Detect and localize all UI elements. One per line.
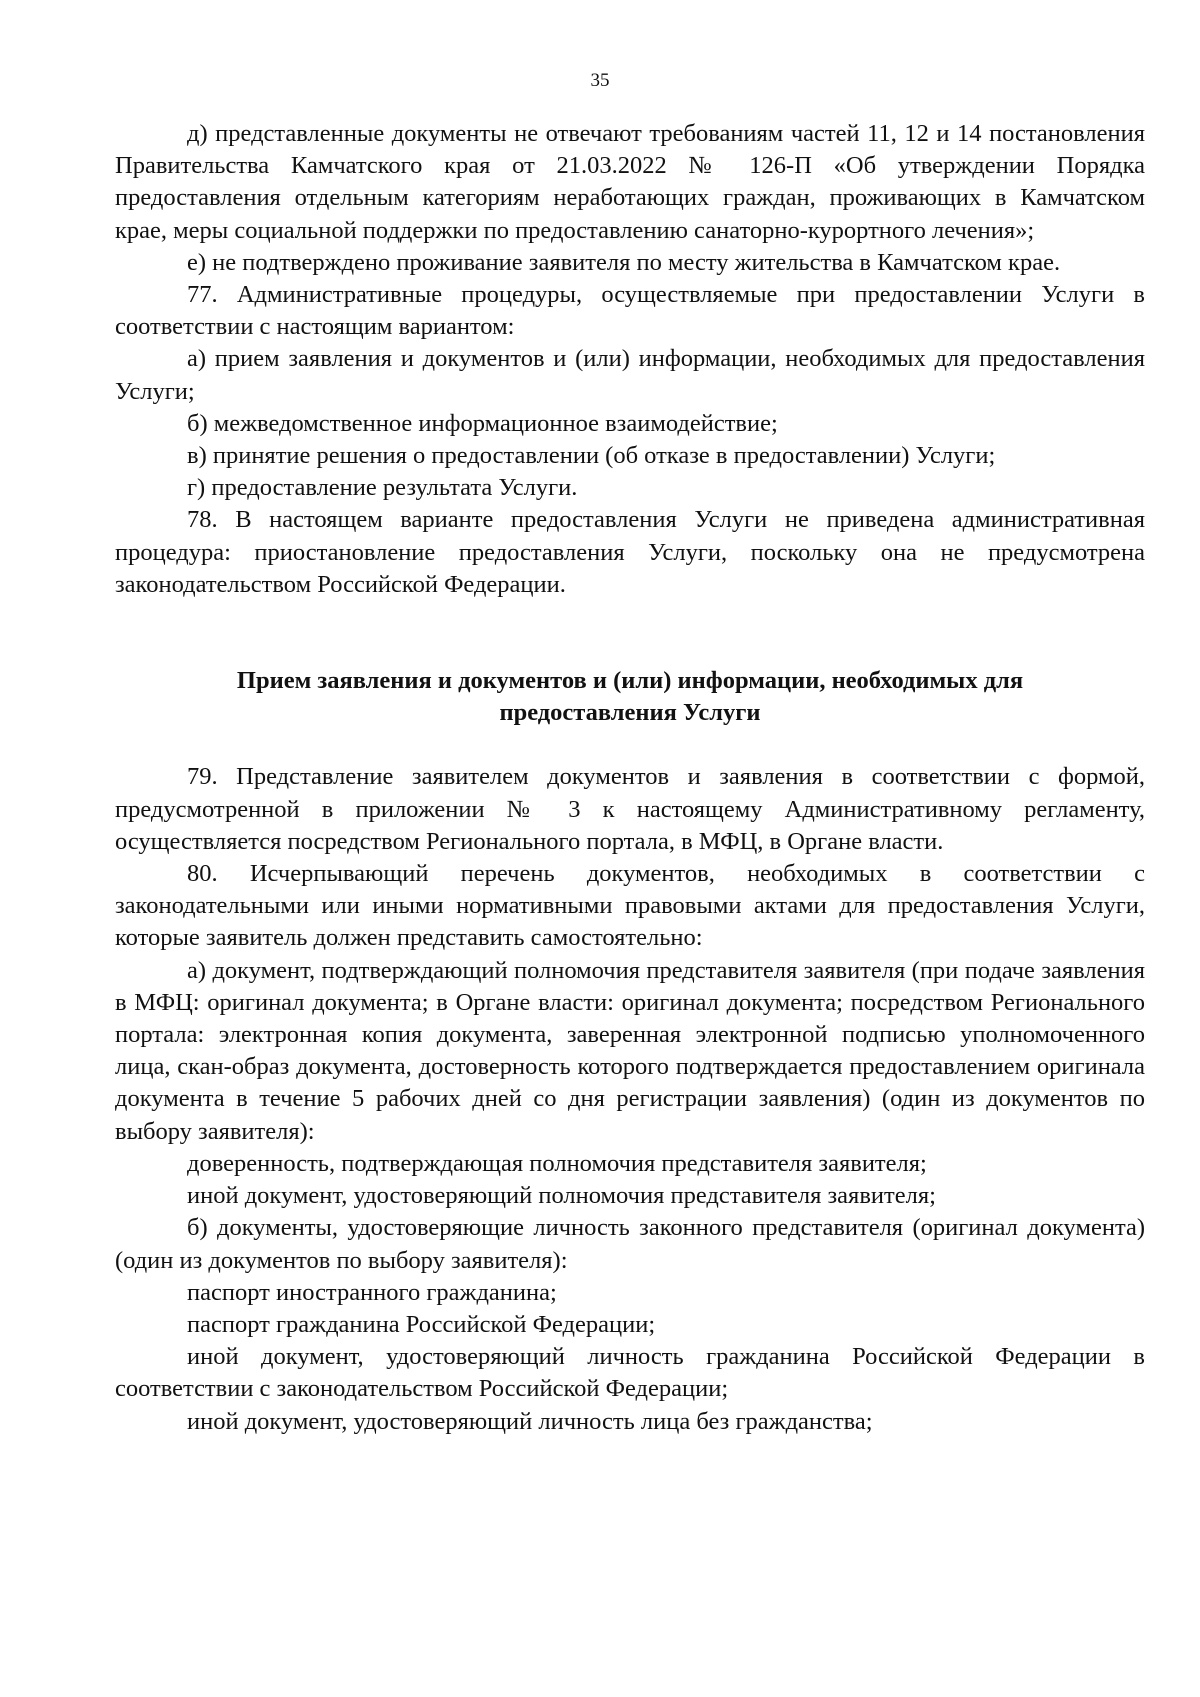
paragraph-78: 78. В настоящем варианте предоставления Услуги не приведена административная процедура: приостановление предоставления Услуги, поскольку она не предусмотрена законодательством Российской Федерации. bbox=[115, 506, 1145, 598]
paragraph-80-b: б) документы, удостоверяющие личность законного представителя (оригинал документа) (один из документов по выбору заявителя): bbox=[115, 1214, 1145, 1274]
list-item-foreign-passport: паспорт иностранного гражданина; bbox=[187, 1278, 557, 1306]
paragraph-77-a: а) прием заявления и документов и (или) информации, необходимых для предоставления Услуги; bbox=[115, 345, 1145, 405]
paragraph-77-v: в) принятие решения о предоставлении (об отказе в предоставлении) Услуги; bbox=[187, 442, 996, 470]
page-number: 35 bbox=[590, 70, 610, 91]
heading-spacer bbox=[115, 729, 1145, 761]
list-item-russian-passport: паспорт гражданина Российской Федерации; bbox=[187, 1310, 656, 1338]
list-item-stateless-id: иной документ, удостоверяющий личность лица без гражданства; bbox=[187, 1407, 873, 1435]
paragraph-79: 79. Представление заявителем документов и заявления в соответствии с формой, предусмотренной в приложении № 3 к настоящему Административному регламенту, осуществляется посредством Регионального портала, в МФЦ, в Органе власти. bbox=[115, 763, 1145, 855]
section-spacer bbox=[115, 601, 1145, 665]
paragraph-77-b: б) межведомственное информационное взаимодействие; bbox=[187, 409, 778, 437]
section-heading: Прием заявления и документов и (или) информации, необходимых для предоставления Услуги bbox=[236, 667, 1024, 727]
paragraph-80-a: а) документ, подтверждающий полномочия представителя заявителя (при подаче заявления в МФЦ: оригинал документа; в Органе власти: оригинал документа; посредством Регионального портала: электронная копия документа, заверенная электронной подписью уполномоченного лица, скан-образ документа, достоверность которого подтверждается предоставлением оригинала документа в течение 5 рабочих дней со дня регистрации заявления) (один из документов по выбору заявителя): bbox=[115, 956, 1145, 1145]
paragraph-e: е) не подтверждено проживание заявителя по месту жительства в Камчатском крае. bbox=[187, 248, 1061, 276]
list-item-other-citizen-id: иной документ, удостоверяющий личность гражданина Российской Федерации в соответствии с законодательством Российской Федерации; bbox=[115, 1343, 1145, 1403]
paragraph-d: д) представленные документы не отвечают требованиям частей 11, 12 и 14 постановления Правительства Камчатского края от 21.03.2022 № 126-П «Об утверждении Порядка предоставления отдельным категориям неработающих граждан, проживающих в Камчатском крае, меры социальной поддержки по предоставлению санаторно-курортного лечения»; bbox=[115, 120, 1145, 244]
paragraph-80: 80. Исчерпывающий перечень документов, необходимых в соответствии с законодательными или иными нормативными правовыми актами для предоставления Услуги, которые заявитель должен представить самостоятельно: bbox=[115, 860, 1145, 952]
list-item-other-authority-document: иной документ, удостоверяющий полномочия представителя заявителя; bbox=[187, 1182, 936, 1210]
document-body bbox=[115, 118, 1145, 1438]
paragraph-77-g: г) предоставление результата Услуги. bbox=[187, 474, 578, 502]
list-item-power-of-attorney: доверенность, подтверждающая полномочия представителя заявителя; bbox=[187, 1149, 927, 1177]
paragraph-77: 77. Административные процедуры, осуществляемые при предоставлении Услуги в соответствии с настоящим вариантом: bbox=[115, 281, 1145, 341]
